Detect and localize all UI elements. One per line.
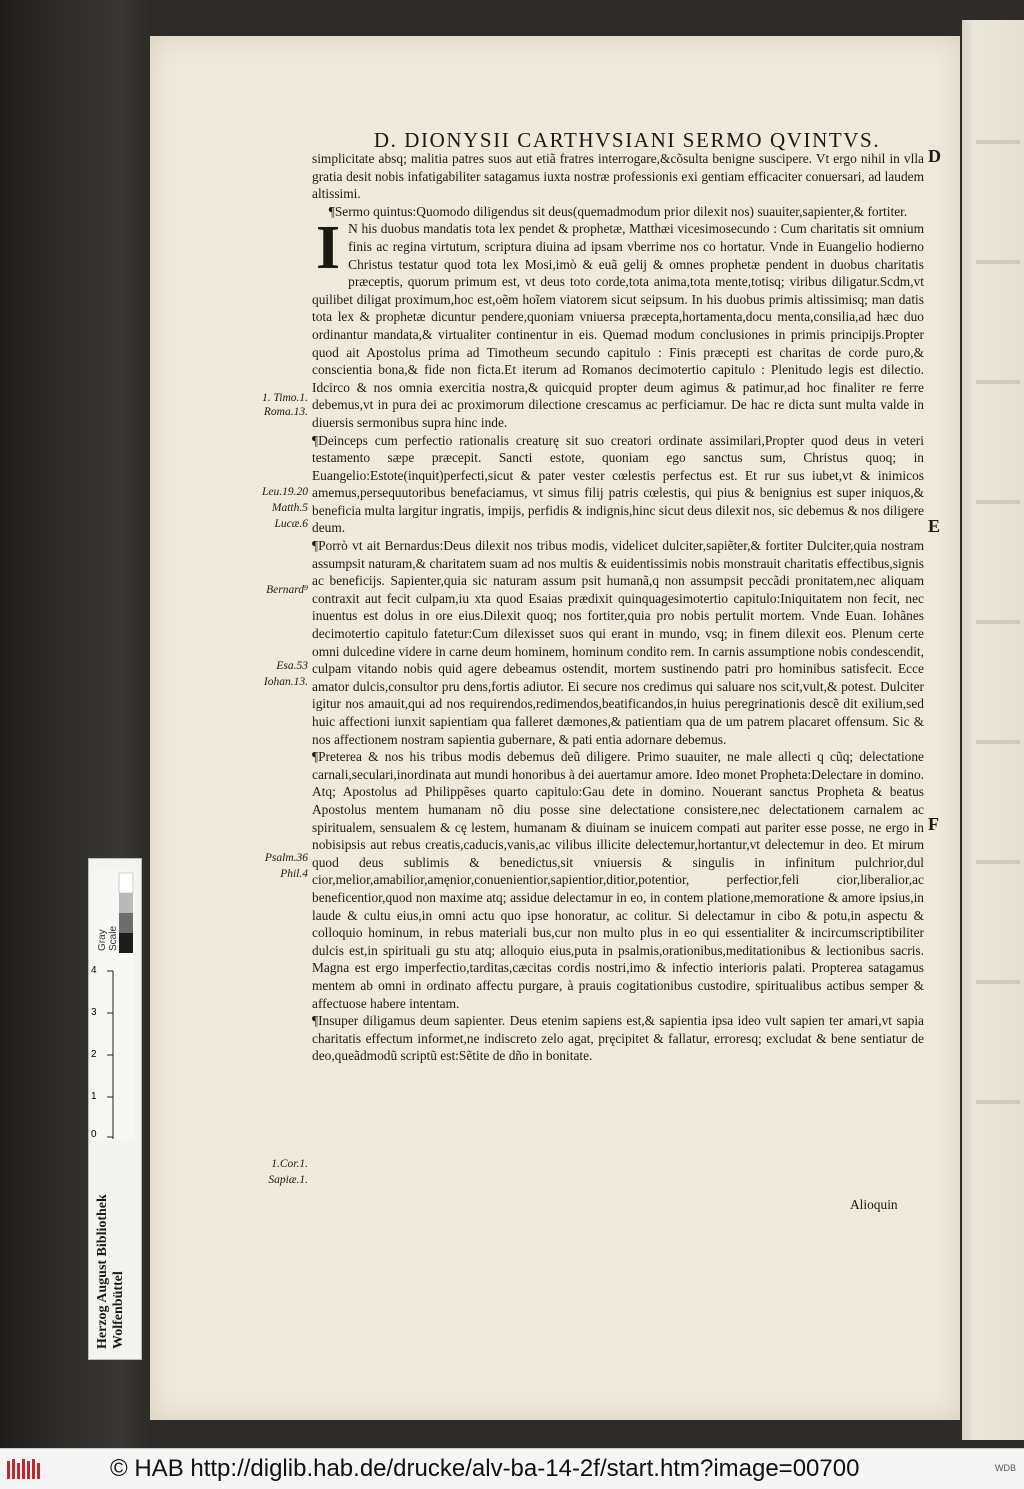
marginal-note: Roma.13. (263, 406, 308, 418)
paragraph: ¶Deinceps cum perfectio rationalis creaturę sit suo creatori ordinate assimilari,Propter quod deus in veteri testamento sæpe præcepit. Sancti estote, quoniam ego sanctus sum, Christus quoq; in Euangelio:Estote(inquit)perfecti,sicut & pater vester cœlestis perfectus est. Et rur sus iubet,vt & inimicos amemus,persequutoribus benefaciamus, vt simus filij patris cœlestis, qui pius & benignius est super iniquos,& beneficia multa largitur ingratis, impijs, perfidis & indignis,hinc sicut deus dilexit nos, sic debemus & nos diligere deum. (312, 432, 924, 536)
section-mark-d: D (928, 146, 941, 166)
source-url[interactable]: © HAB http://diglib.hab.de/drucke/alv-ba-14-2f/start.htm?image=00700 (110, 1455, 860, 1482)
marginal-note: Phil.4 (280, 868, 308, 880)
footer-tiny-mark: WDB (995, 1463, 1016, 1473)
catchword: Alioquin (850, 1197, 898, 1212)
gray-scale-label: Gray Scale (97, 925, 119, 951)
marginal-note: 1.Cor.1. (271, 1158, 308, 1170)
adjacent-page-edge (962, 20, 1024, 1440)
drop-cap-initial: I (316, 214, 341, 283)
section-mark-f: F (928, 814, 939, 834)
marginal-note: 1. Timo.1. (261, 392, 308, 404)
section-mark-e: E (928, 516, 941, 536)
paragraph: ¶Porrò vt ait Bernardus:Deus dilexit nos tribus modis, videlicet dulciter,sapiẽter,& fortiter Dulciter,quia nostram assumpsit naturam,& charitatem suam ad nos multis & euidentissimis nobis monstrauit charitatis effectibus,signis ac beneficijs. Sapienter,quia sic naturam assum psit humanã,q non assumpsit peccãdi pronitatem,nec aliquam contraxit aut fecit culpam,iu xta quod Esaias prædixit quinquagesimotertio capitulo:Iniquitatem non fecit, nec inuentus est dolus in ore eius.Dilexit quoq; nos fortiter,quia pro nobis pertulit mortem. Vnde Euan. Iohãnes decimotertio capitulo fatetur:Cum dilexisset suos qui erant in mundo, vsq; in finem dilexit eos. Plenum certe omni dulcedine videre in carne deum hominem, hominum condito rem. In carnis assumptione nobis condescendit, culpam vitando nobis quid agere debeamus ostendit, mortem sustinendo patri pro hominibus satisfecit. Ecce amator dulcis,consultor pru dens,fortis adiutor. Ei secure nos credimus qui saluare nos scit,vult,& potest. Dulciter igitur nos amauit,qui ad nos requirendos,redimendos,beatificandos,in huius peregrinationis descẽ dit exilium,sed huic affectioni iunxit sapientiam qua falleret dæmones,& patientiam qua de um patrem placaret offensum. Sic & nos affectionem nostram sapientia gubernare, & pati entia adornare debemus. (312, 538, 924, 747)
sermon-title: ¶Sermo quintus:Quomodo diligendus sit deus(quemadmodum prior dilexit nos) suauiter,sapienter,& fortiter. (328, 203, 908, 219)
paragraph (312, 214, 924, 431)
footer-bar (0, 1448, 1024, 1489)
paragraph: ¶Preterea & nos his tribus modis debemus deũ diligere. Primo suauiter, ne male allecti q cũq; delectatione carnali,seculari,inordinata aut mundi honoribus à dei auertamur amore. Ideo monet Propheta:Delectare in domino. Atq; Apostolus ad Philippẽses quarto capitulo:Gau dete in domino. Nouerant sanctus Propheta & beatus Apostolus mentem humanam nõ diu posse sine delectatione consistere,nec delectationem carnalem ac spiritualem, sensualem & cę lestem, humanam & diuinam se inuicem compati aut pariter esse posse, ne ergo in nobisipsis aut rebus creatis,caducis,vanis,ac vilibus illicite delectemur,hortantur,vt delectemur in deo. Et mirum quod deus sublimis & benedictus,sit vniuersis & singulis in infinitum pulchrior,dul cior,melior,amabilior,amęnior,conuenientior,sapientior,ditior,potentior, perfectior,feli cior,liberalior,ac beneficentior,quod non maxime atq; assidue delectamur in eo, in contem platione,memoratione & amore ipsius,in laude & cultu eius,in omni actu quo ipse honoratur, ac colitur. Si delectamur in cibo & potu,in aspectu & colloquio hominum, in rebus materiali bus,cur non multo plus in eo qui essentialiter & incircumscriptibiliter dulcis est,in spirituali gu stu atq; alloquio eius,puta in psalmis,orationibus,meditationibus & lectionibus sacris. Magna est ergo imperfectio,tarditas,cæcitas cordis nostri,imo & infectio interioris palati. Propterea satagamus mentem ab omni in ordinato affectu purgare, à prauis cogitationibus custodire, spiritualibus actibus semper & affectuose habere intentam. (312, 749, 924, 1011)
marginal-note: Bernard⁹ (266, 584, 308, 596)
paragraph-text: N his duobus mandatis tota lex pendet & prophetæ, Matthæi vicesimosecundo : Cum charitatis sit omnium finis ac regina virtutum, scriptura diuina ad ipsam vberrime nos co hortatur. Vnde in Euangelio hodierno Christus testatur quod tota lex Mosi,imò & euã gelij & omnes prophetæ pendent in duobus charitatis præceptis, quorum primum est, vt deus toto corde,tota anima,tota mente,totisq; viribus diligatur.Scdm,vt quilibet diligat proximum,hoc est,oẽm hoĩem viatorem sicut seipsum. In his duobus primis altissimisq; man datis tota lex & prophetæ dicuntur pendere,quoniam vniuersa præcepta,hortamenta,docu menta,consilia,ad hæc duo ordinantur mandata,& virtualiter continentur in eis. Quemad modum conclusiones in primis principijs.Propter quod ait Apostolus prima ad Timotheum secundo capitulo : Finis præcepti est charitas de corde puro,& conscientia bona,& fide non ficta.Et iterum ad Romanos decimotertio capitulo : Plenitudo legis est dilectio. Idcirco & nos omnia exercitia nostra,& quicquid propter deum agimus & patimur,ad hoc finaliter re ferre debemus,vt in pura dei ac proximorum dilectione crescamus ac perficiamur. De hac re dicta sunt multa valde in diuersis sermonibus supra hinc inde. (312, 221, 924, 430)
library-name: Herzog August Bibliothek Wolfenbüttel (95, 1194, 126, 1349)
marginal-note: Iohan.13. (263, 676, 308, 688)
paragraph: simplicitate absq; malitia patres suos aut etiã fratres interrogare,&cõsulta benigne suscipere. Vt ergo nihil in vlla gratia desit nobis infatigabiliter satagamus iuxta nostræ professionis exi gentiam efficaciter conuersari, ad laudem altissimi. (312, 151, 924, 202)
gray-scale-ruler (88, 858, 142, 1360)
marginal-note: Esa.53 (276, 660, 308, 672)
marginal-note: Psalm.36 (264, 852, 308, 864)
marginal-note: Sapiæ.1. (268, 1174, 308, 1186)
ruler-tick-label: 4 (91, 965, 97, 976)
ruler-tick-label: 1 (91, 1091, 97, 1102)
paragraph: ¶Insuper diligamus deum sapienter. Deus etenim sapiens est,& sapientia ipsa ideo vult sapien ter amari,vt sapia charitatis effectum informet,ne indiscreto zelo agat, pręcipitet & fallatur, erroresq; excludat & bene sentiatur de deo,queãdmodũ scriptũ est:Sẽtite de dño in bonitate. (312, 1013, 924, 1064)
running-header: D. DIONYSII CARTHVSIANI SERMO QVINTVS. (373, 128, 881, 152)
ruler-tick-label: 0 (91, 1129, 97, 1140)
page-body (312, 150, 924, 1065)
marginal-note: Lucæ.6 (274, 518, 308, 530)
marginal-note: Leu.19.20 (262, 486, 308, 498)
ruler-tick-label: 3 (91, 1007, 97, 1018)
hab-logo-icon (6, 1457, 44, 1481)
marginal-note: Matth.5 (271, 502, 308, 514)
ruler-tick-label: 2 (91, 1049, 97, 1060)
